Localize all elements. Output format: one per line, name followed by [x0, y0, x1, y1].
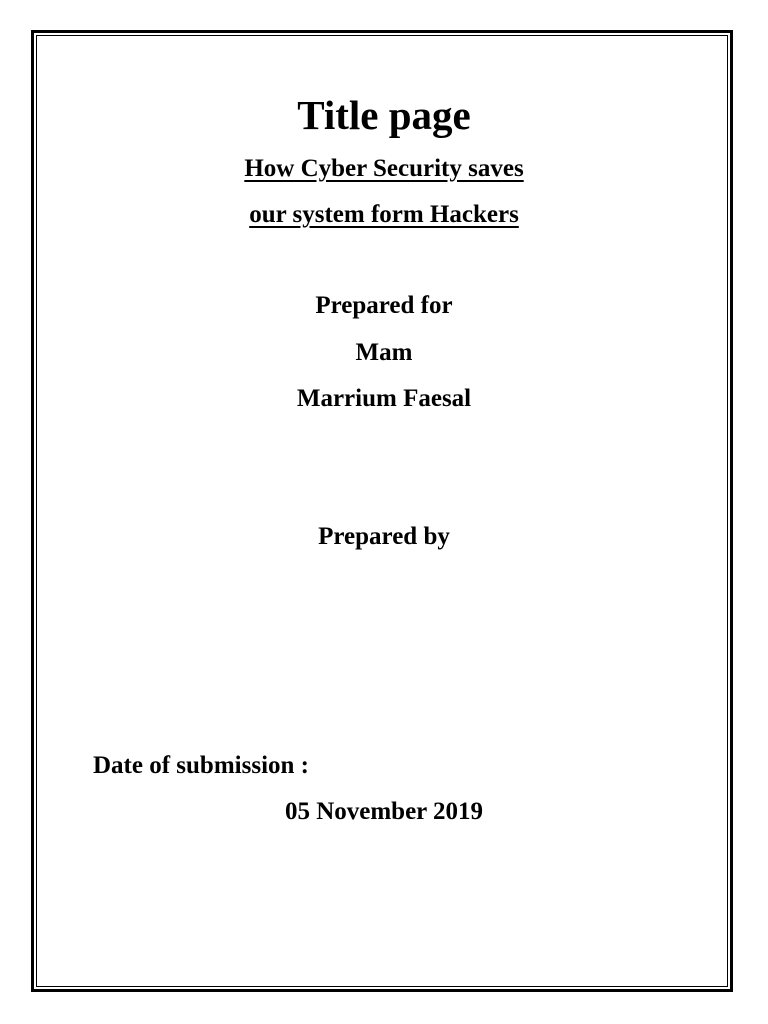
submission-date-value: 05 November 2019 — [284, 798, 484, 825]
prepared-by-label: Prepared by — [318, 523, 450, 550]
subtitle-line-2: our system form Hackers — [249, 201, 519, 228]
page-title: Title page — [297, 92, 471, 138]
submission-date-label: Date of submission : — [93, 752, 309, 779]
subtitle-line-1: How Cyber Security saves — [244, 155, 524, 182]
prepared-for-line-2: Marrium Faesal — [296, 385, 472, 412]
prepared-for-line-1: Mam — [355, 339, 413, 366]
prepared-for-label: Prepared for — [315, 292, 453, 319]
